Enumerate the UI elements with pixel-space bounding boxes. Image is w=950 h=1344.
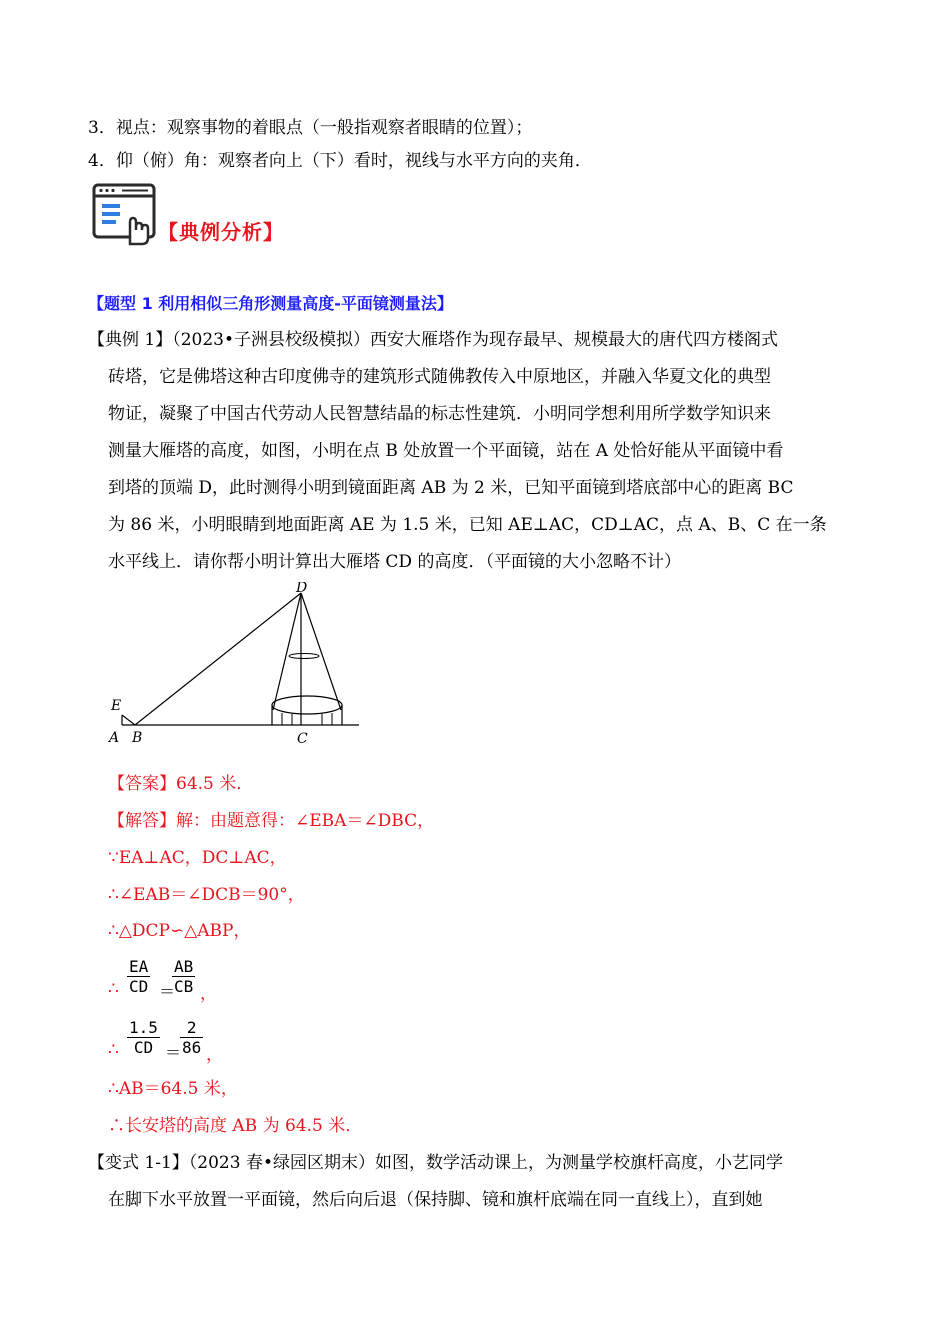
solution-step: ∴△DCP∽△ABP，: [108, 921, 251, 941]
label-d: D: [296, 582, 308, 596]
variant1-line: 在脚下水平放置一平面镜，然后向后退（保持脚、镜和旗杆底端在同一直线上），直到她: [108, 1190, 763, 1210]
topic-title: 【题型 1 利用相似三角形测量高度-平面镜测量法】: [88, 294, 453, 313]
intro-item-3: 3．视点：观察事物的着眼点（一般指观察者眼睛的位置）；: [88, 118, 533, 138]
tower-top-ellipse: [289, 654, 319, 659]
solution-step: 【解答】解：由题意得：∠EBA＝∠DBC，: [108, 811, 435, 831]
pointer-window-icon: [92, 182, 156, 246]
label-a: A: [109, 730, 120, 746]
fraction-2-86: $\frac{2}{86}$: [182, 1018, 202, 1057]
label-b: B: [132, 730, 143, 746]
label-c: C: [297, 731, 308, 747]
solution-conclusion: ∴长安塔的高度 AB 为 64.5 米．: [108, 1116, 363, 1136]
pagoda-mirror-figure: [104, 582, 374, 752]
therefore-symbol: ∴: [108, 979, 119, 999]
therefore-symbol: ∴: [108, 1040, 119, 1060]
segment-bd: [135, 593, 301, 725]
comma: ，: [206, 1045, 223, 1065]
tower-base-ellipse: [272, 696, 342, 714]
answer-line: 【答案】64.5 米．: [108, 774, 254, 794]
segment-eb: [122, 715, 135, 725]
variant1-line: 【变式 1-1】（2023 春•绿园区期末）如图，数学活动课上，为测量学校旗杆高度，小艺同学: [88, 1153, 783, 1173]
example1-line: 为 86 米，小明眼睛到地面距离 AE 为 1.5 米，已知 AE⊥AC，CD⊥AC，点 A、B、C 在一条: [108, 515, 827, 535]
solution-step: ∴∠EAB＝∠DCB＝90°，: [108, 885, 305, 905]
example1-line: 【典例 1】（2023•子洲县校级模拟）西安大雁塔作为现存最早、规模最大的唐代四方楼阁式: [88, 330, 779, 350]
equals-sign: ＝: [165, 1043, 182, 1062]
equals-sign: ＝: [159, 982, 176, 1001]
comma: ，: [200, 984, 217, 1004]
example1-line: 砖塔，它是佛塔这种古印度佛寺的建筑形式随佛教传入中原地区，并融入华夏文化的典型: [108, 367, 771, 387]
fraction-ab-cb: $\frac{AB}{CB}$: [174, 957, 194, 996]
example1-line: 到塔的顶端 D，此时测得小明到镜面距离 AB 为 2 米，已知平面镜到塔底部中心的距离 BC: [108, 478, 794, 498]
example-analysis-badge: [92, 182, 312, 246]
fraction-ea-cd: $\frac{EA}{CD}$: [129, 957, 149, 996]
tower-right-side: [301, 593, 341, 710]
solution-step: ∴AB＝64.5 米，: [108, 1079, 238, 1099]
solution-step: ∵EA⊥AC，DC⊥AC，: [108, 848, 287, 868]
intro-item-4: 4．仰（俯）角：观察者向上（下）看时，视线与水平方向的夹角．: [88, 151, 592, 171]
example1-line: 物证，凝聚了中国古代劳动人民智慧结晶的标志性建筑．小明同学想利用所学数学知识来: [108, 404, 771, 424]
fraction-1.5-cd: $\frac{1.5}{CD}$: [129, 1018, 158, 1057]
badge-label: 【典例分析】: [158, 220, 284, 244]
example1-line: 水平线上．请你帮小明计算出大雁塔 CD 的高度．（平面镜的大小忽略不计）: [108, 552, 681, 572]
tower-left-side: [273, 593, 301, 710]
example1-line: 测量大雁塔的高度，如图，小明在点 B 处放置一个平面镜，站在 A 处恰好能从平面镜中看: [108, 441, 784, 461]
label-e: E: [111, 698, 122, 714]
